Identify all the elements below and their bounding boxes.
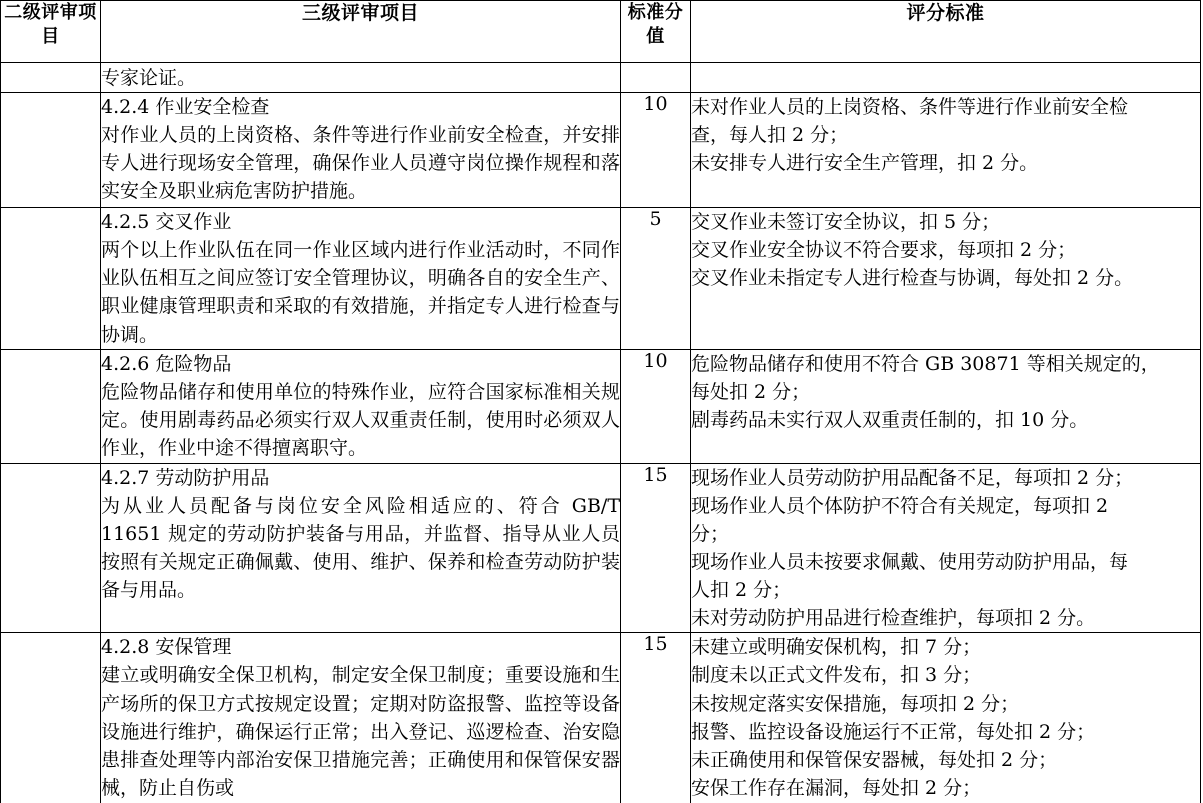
- level3-title: 4.2.7 劳动防护用品: [101, 466, 270, 489]
- cell-points: 10: [621, 93, 691, 208]
- table-row: [1, 93, 1201, 208]
- cell-points: 15: [621, 463, 691, 633]
- criteria-line: 未对作业人员的上岗资格、条件等进行作业前安全检: [691, 96, 1129, 119]
- criteria-line: 人扣 2 分；: [691, 579, 792, 602]
- table-header: [1, 1, 1201, 63]
- criteria-line: 现场作业人员未按要求佩戴、使用劳动防护用品，每: [691, 550, 1129, 573]
- column-header-level2: 二级评审项目: [1, 1, 101, 63]
- cell-points: [621, 63, 691, 93]
- cell-level2: [1, 349, 101, 463]
- cell-level2: [1, 63, 101, 93]
- criteria-line: 安保工作存在漏洞，每处扣 2 分；: [691, 776, 982, 799]
- table-row: [1, 463, 1201, 633]
- cell-criteria: [691, 349, 1201, 463]
- criteria-line: 交叉作业未指定专人进行检查与协调，每处扣 2 分。: [691, 267, 1134, 290]
- criteria-line: 剧毒药品未实行双人双重责任制的，扣 10 分。: [691, 408, 1089, 431]
- level3-body: 为从业人员配备与岗位安全风险相适应的、符合 GB/T 11651 规定的劳动防护装备与用品，并监督、指导从业人员按照有关规定正确佩戴、使用、维护、保养和检查劳动防护装备与用品。: [101, 494, 620, 602]
- criteria-line: 未正确使用和保管保安器械，每处扣 2 分；: [691, 748, 1058, 771]
- cell-level3: [101, 349, 621, 463]
- column-header-criteria: 评分标准: [691, 1, 1201, 63]
- cell-criteria: [691, 63, 1201, 93]
- cell-level2: [1, 633, 101, 803]
- table-row: [1, 208, 1201, 350]
- level3-title: 4.2.4 作业安全检查: [101, 96, 270, 119]
- criteria-line: 未安排专人进行安全生产管理，扣 2 分。: [691, 152, 1039, 175]
- level3-body: 专家论证。: [101, 67, 197, 89]
- column-header-points: 标准分值: [621, 1, 691, 63]
- level3-title: 4.2.6 危险物品: [101, 352, 232, 375]
- table-row: [1, 633, 1201, 803]
- criteria-line: 制度未以正式文件发布，扣 3 分；: [691, 664, 982, 687]
- criteria-line: 未建立或明确安保机构，扣 7 分；: [691, 636, 982, 659]
- criteria-line: 危险物品储存和使用不符合 GB 30871 等相关规定的，: [691, 352, 1160, 375]
- cell-level2: [1, 208, 101, 350]
- cell-level3: [101, 63, 621, 93]
- table-row: [1, 349, 1201, 463]
- table-body: [1, 63, 1201, 803]
- criteria-line: 交叉作业安全协议不符合要求，每项扣 2 分；: [691, 239, 1077, 262]
- level3-title: 4.2.5 交叉作业: [101, 211, 232, 234]
- level3-title: 4.2.8 安保管理: [101, 636, 232, 659]
- criteria-line: 查，每人扣 2 分；: [691, 124, 849, 147]
- column-header-level3: 三级评审项目: [101, 1, 621, 63]
- level3-body: 对作业人员的上岗资格、条件等进行作业前安全检查，并安排专人进行现场安全管理，确保作业人员遵守岗位操作规程和落实安全及职业病危害防护措施。: [101, 124, 620, 203]
- criteria-line: 交叉作业未签订安全协议，扣 5 分；: [691, 211, 1001, 234]
- level3-body: 建立或明确安全保卫机构，制定安全保卫制度；重要设施和生产场所的保卫方式按规定设置；定期对防盗报警、监控等设备设施进行维护，确保运行正常；出入登记、巡逻检查、治安隐患排查处理等内部治安保卫措施完善；正确使用和保管保安器械，防止自伤或: [101, 664, 620, 799]
- criteria-line: 每处扣 2 分；: [691, 380, 811, 403]
- cell-level3: [101, 208, 621, 350]
- cell-points: 5: [621, 208, 691, 350]
- criteria-line: 报警、监控设备设施运行不正常，每处扣 2 分；: [691, 720, 1096, 743]
- cell-points: 10: [621, 349, 691, 463]
- cell-level3: [101, 93, 621, 208]
- criteria-line: 分；: [691, 522, 730, 545]
- level3-body: 两个以上作业队伍在同一作业区域内进行作业活动时，不同作业队伍相互之间应签订安全管理协议，明确各自的安全生产、职业健康管理职责和采取的有效措施，并指定专人进行检查与协调。: [101, 239, 620, 346]
- cell-level2: [1, 463, 101, 633]
- criteria-line: 未按规定落实安保措施，每项扣 2 分；: [691, 692, 1020, 715]
- criteria-line: 现场作业人员劳动防护用品配备不足，每项扣 2 分；: [691, 466, 1134, 489]
- cell-criteria: [691, 93, 1201, 208]
- cell-level2: [1, 93, 101, 208]
- cell-points: 15: [621, 633, 691, 803]
- cell-criteria: [691, 463, 1201, 633]
- cell-level3: [101, 463, 621, 633]
- criteria-line: 现场作业人员个体防护不符合有关规定，每项扣 2: [691, 494, 1109, 517]
- level3-body: 危险物品储存和使用单位的特殊作业，应符合国家标准相关规定。使用剧毒药品必须实行双人双重责任制，使用时必须双人作业，作业中途不得擅离职守。: [101, 380, 620, 459]
- header-row: [1, 1, 1201, 63]
- criteria-line: 未对劳动防护用品进行检查维护，每项扣 2 分。: [691, 607, 1096, 630]
- cell-criteria: [691, 208, 1201, 350]
- table-row: [1, 63, 1201, 93]
- cell-criteria: [691, 633, 1201, 803]
- cell-level3: [101, 633, 621, 803]
